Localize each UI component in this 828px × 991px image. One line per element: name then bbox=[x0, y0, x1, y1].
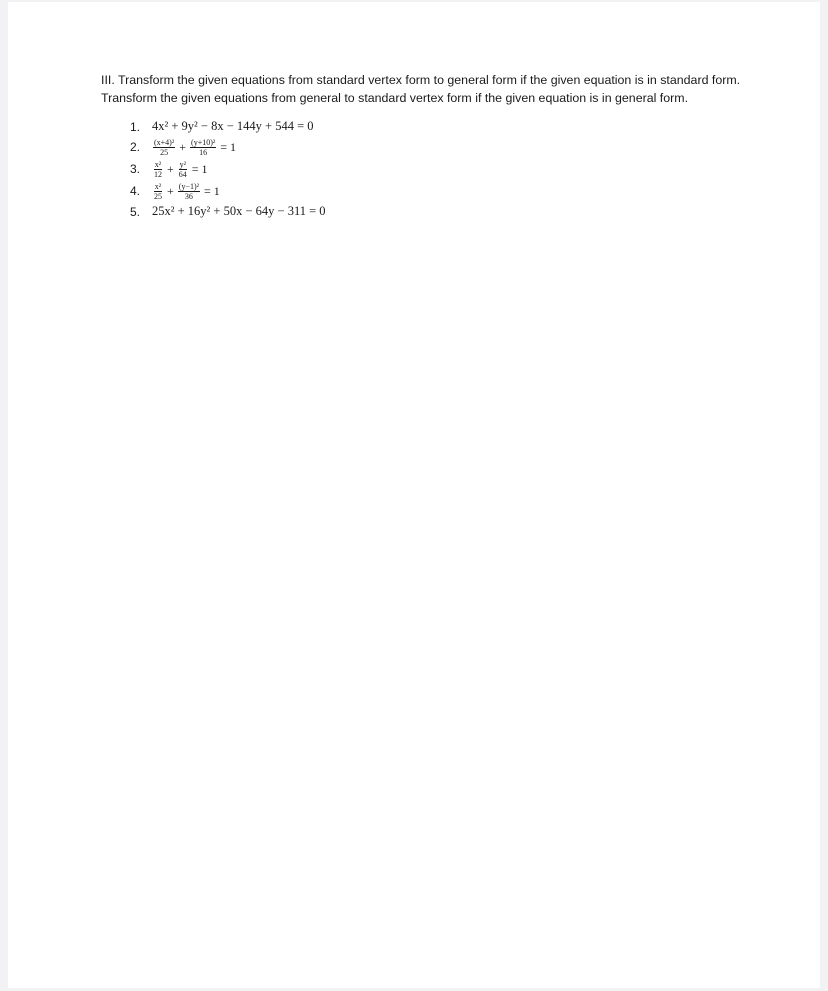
denominator: 25 bbox=[160, 147, 169, 157]
equals-rhs: = 1 bbox=[191, 161, 208, 176]
equation-3 bbox=[120, 158, 326, 180]
equation-number: 1. bbox=[129, 119, 140, 134]
fraction bbox=[178, 160, 188, 179]
equation-list bbox=[120, 117, 326, 221]
denominator: 12 bbox=[154, 169, 162, 179]
equation-number: 4. bbox=[129, 184, 140, 198]
numerator: (y−1)² bbox=[178, 181, 200, 191]
numerator: y² bbox=[179, 159, 186, 169]
equation-number: 2. bbox=[129, 140, 140, 154]
numerator: x² bbox=[154, 181, 162, 191]
equation-5 bbox=[120, 202, 326, 221]
plus-operator: + bbox=[167, 161, 174, 176]
denominator: 16 bbox=[199, 147, 208, 157]
equals-rhs: = 1 bbox=[220, 139, 237, 154]
equation-expression bbox=[152, 138, 239, 157]
equation-2 bbox=[120, 136, 326, 158]
numerator: (x+4)² bbox=[154, 137, 175, 147]
equation-expression bbox=[152, 160, 211, 179]
fraction bbox=[190, 138, 216, 157]
instructions-text: III. Transform the given equations from standard vertex form to general form if the given equation is in standard form. Transform the given equations from general to standard vertex form if the given equation is in general form. bbox=[101, 73, 741, 105]
equation-number: 3. bbox=[129, 162, 140, 176]
equation-expression bbox=[152, 182, 223, 201]
document-page bbox=[8, 2, 820, 988]
equation-1 bbox=[120, 117, 326, 136]
equation-4 bbox=[120, 180, 326, 202]
equation-expression: 25x² + 16y² + 50x − 64y − 311 = 0 bbox=[152, 204, 326, 218]
numerator: x² bbox=[154, 159, 162, 169]
denominator: 64 bbox=[178, 169, 187, 179]
equation-number: 5. bbox=[129, 204, 140, 219]
equation-expression: 4x² + 9y² − 8x − 144y + 544 = 0 bbox=[152, 119, 314, 133]
fraction bbox=[178, 182, 200, 201]
fraction bbox=[153, 138, 175, 157]
equals-rhs: = 1 bbox=[204, 183, 220, 198]
denominator: 36 bbox=[184, 191, 193, 201]
fraction bbox=[153, 160, 163, 179]
denominator: 25 bbox=[154, 191, 162, 201]
fraction bbox=[153, 182, 163, 201]
numerator: (y+10)² bbox=[191, 137, 216, 147]
plus-operator: + bbox=[167, 183, 174, 198]
plus-operator: + bbox=[179, 139, 187, 154]
